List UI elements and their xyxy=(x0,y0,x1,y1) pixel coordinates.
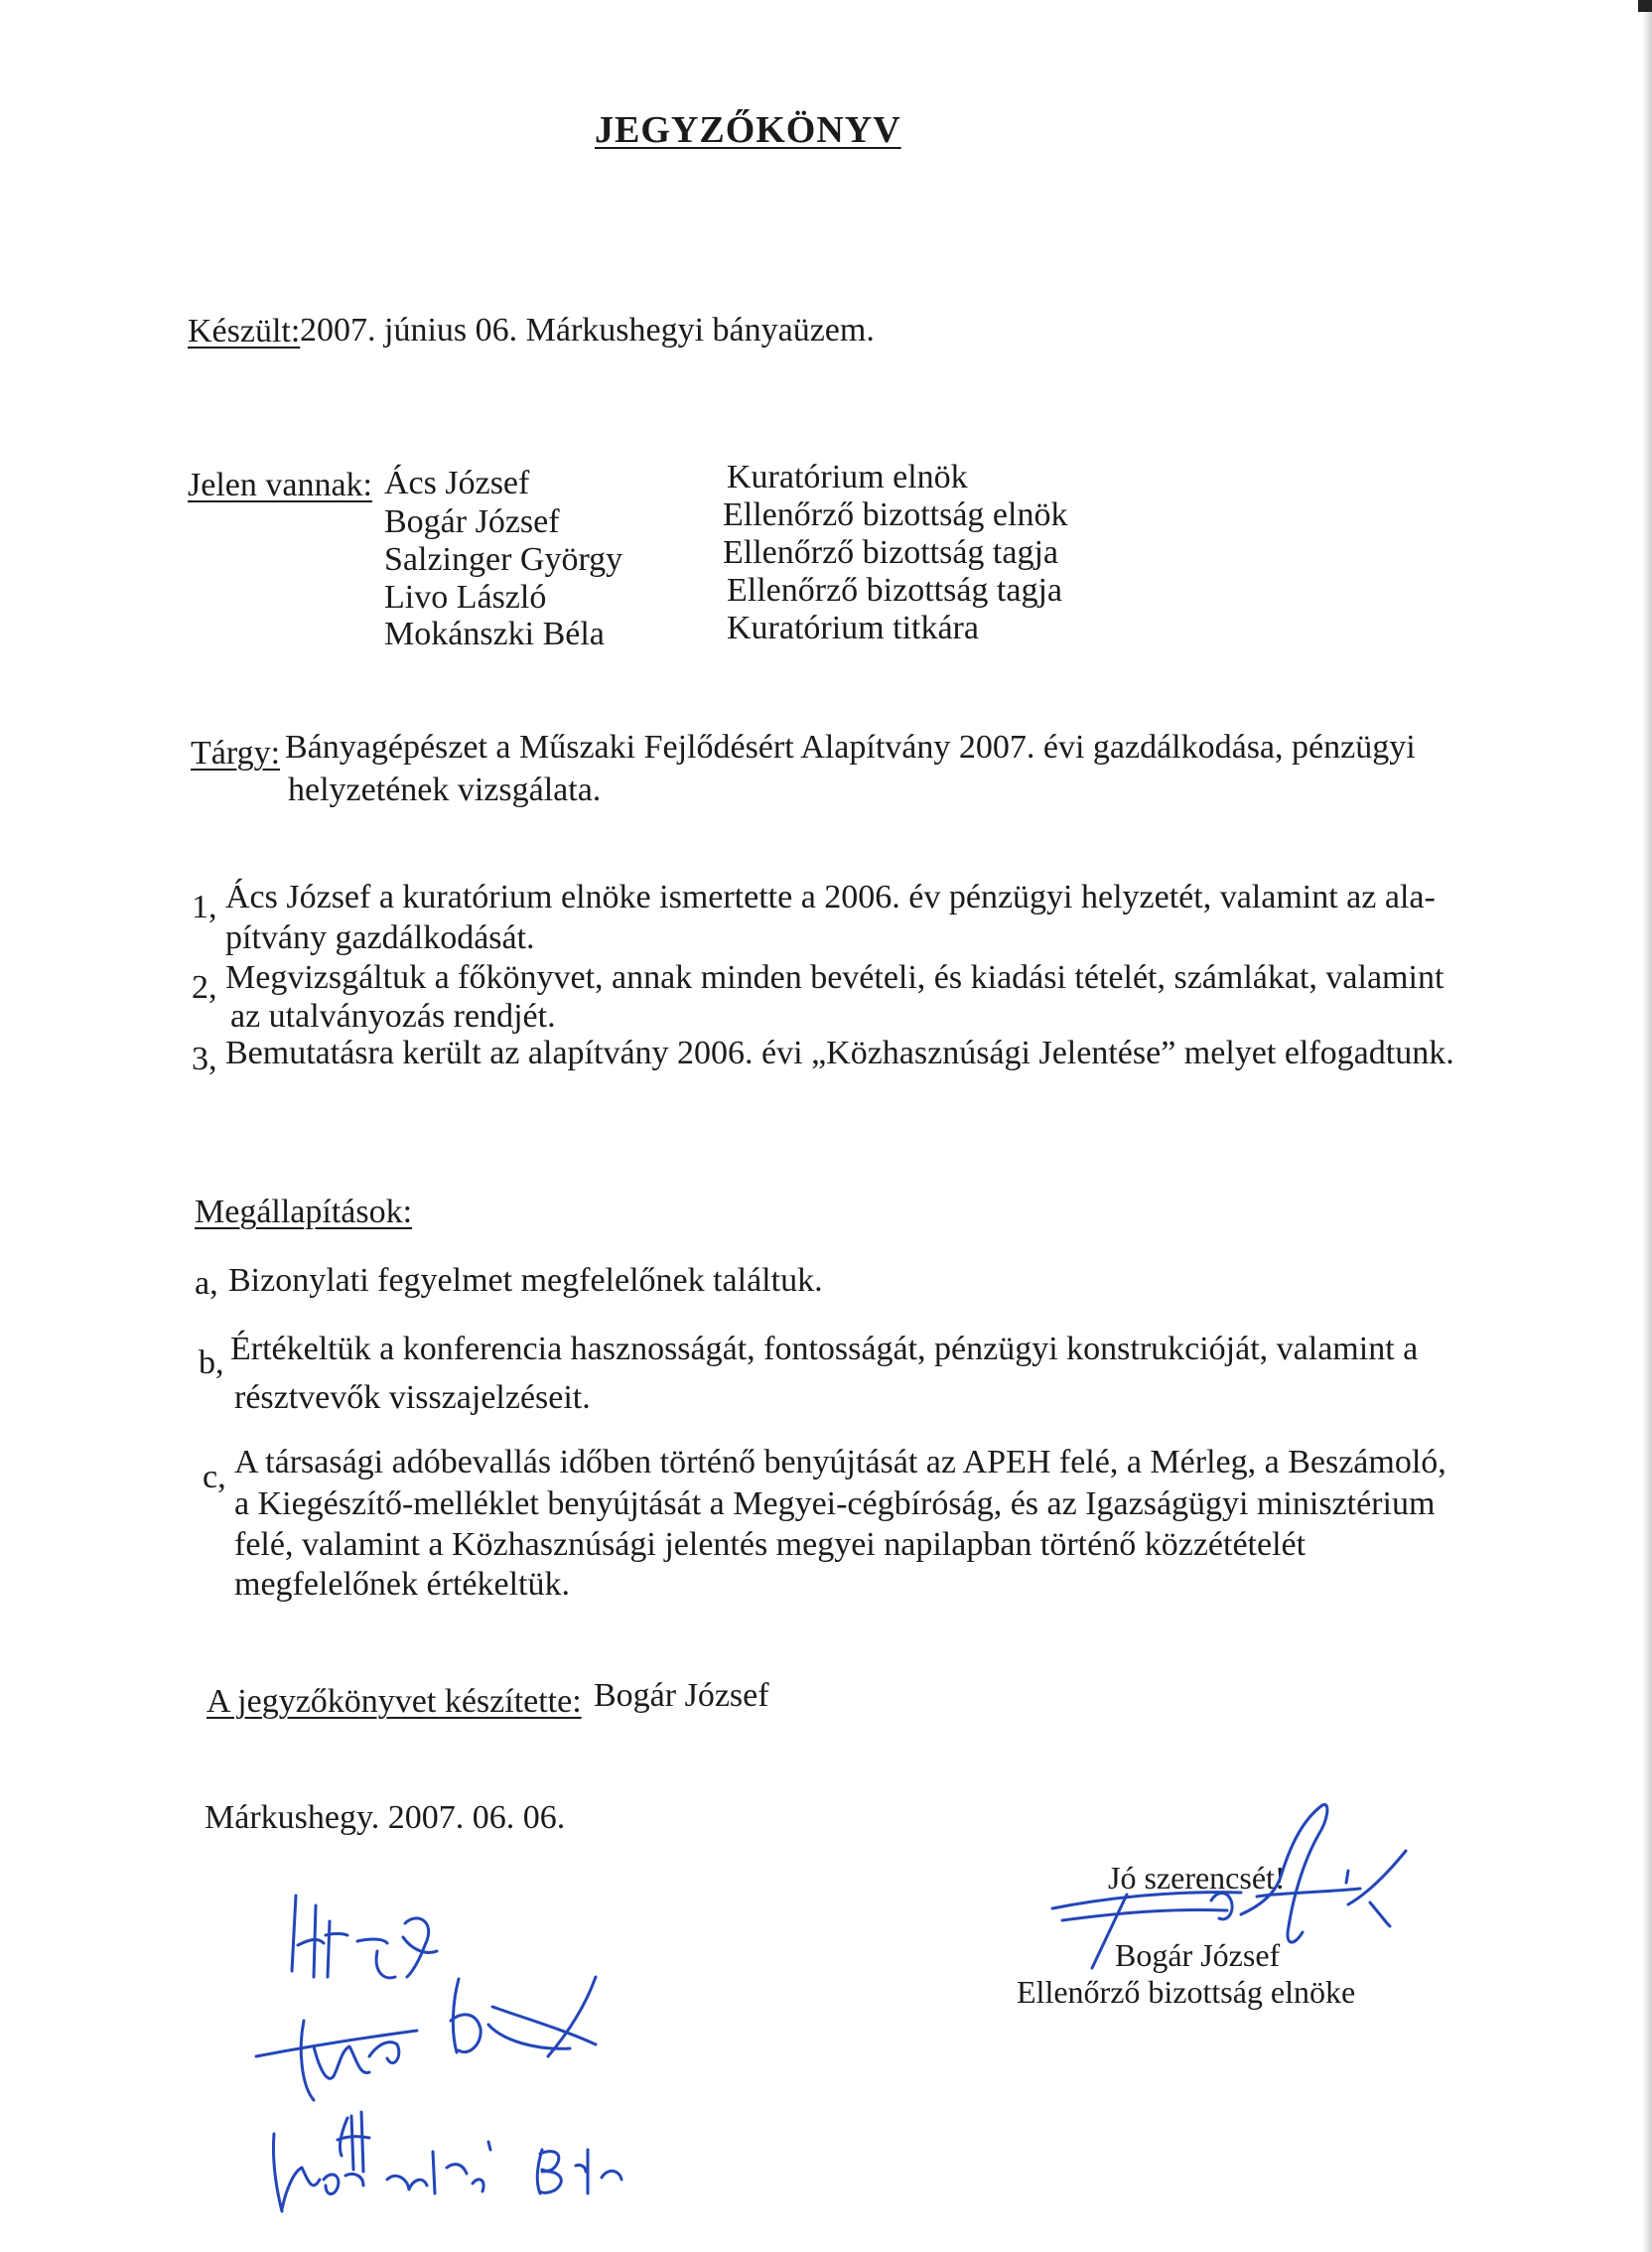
item-marker: 3, xyxy=(192,1041,217,1077)
item-marker: 2, xyxy=(192,969,217,1006)
subject-line: helyzetének vizsgálata. xyxy=(288,772,602,808)
finding-line: Bizonylati fegyelmet megfelelőnek találtuk. xyxy=(228,1262,823,1299)
finding-line: A társasági adóbevallás időben történő benyújtását az APEH felé, a Mérleg, a Beszámoló, xyxy=(234,1444,1446,1480)
place-date: Márkushegy. 2007. 06. 06. xyxy=(205,1799,566,1836)
attendee-name: Salzinger György xyxy=(384,541,623,578)
closing-role: Ellenőrző bizottság elnöke xyxy=(1017,1974,1356,2010)
attendee-role: Ellenőrző bizottság tagja xyxy=(723,534,1058,571)
finding-line: Értékeltük a konferencia hasznosságát, fontosságát, pénzügyi konstrukcióját, valamint a xyxy=(230,1331,1419,1367)
attendee-name: Mokánszki Béla xyxy=(384,616,605,652)
item-line: Bemutatásra került az alapítvány 2006. évi „Közhasznúsági Jelentése” melyet elfogadtunk. xyxy=(225,1035,1454,1071)
closing-name: Bogár József xyxy=(1115,1937,1281,1973)
prepared-label: A jegyzőkönyvet készítette: xyxy=(206,1683,582,1720)
finding-marker: c, xyxy=(203,1459,226,1495)
finding-line: résztvevők visszajelzéseit. xyxy=(234,1379,591,1416)
present-label: Jelen vannak: xyxy=(188,467,372,503)
attendee-role: Kuratórium titkára xyxy=(727,610,979,646)
subject-label: Tárgy: xyxy=(191,735,281,772)
attendee-role: Kuratórium elnök xyxy=(727,459,968,495)
finding-marker: a, xyxy=(195,1265,218,1302)
made-label: Készült: xyxy=(188,313,301,350)
findings-label: Megállapítások: xyxy=(195,1194,413,1230)
attendee-name: Ács József xyxy=(384,465,530,501)
finding-line: a Kiegészítő-melléklet benyújtását a Megyei-cégbíróság, és az Igazságügyi minisztérium xyxy=(234,1485,1436,1522)
attendee-role: Ellenőrző bizottság tagja xyxy=(727,572,1062,609)
item-line: pítvány gazdálkodását. xyxy=(225,919,535,956)
signatures-committee-members xyxy=(238,1882,705,2229)
attendee-role: Ellenőrző bizottság elnök xyxy=(723,496,1068,533)
scan-edge-shadow xyxy=(1642,0,1652,2252)
scan-corner-mark xyxy=(1638,0,1652,12)
subject-line: Bányagépészet a Műszaki Fejlődésért Alapítvány 2007. évi gazdálkodása, pénzügyi xyxy=(285,729,1416,766)
finding-line: felé, valamint a Közhasznúsági jelentés megyei napilapban történő közzétételét xyxy=(234,1526,1307,1563)
made-text: 2007. június 06. Márkushegyi bányaüzem. xyxy=(300,312,875,349)
item-line: az utalványozás rendjét. xyxy=(230,998,556,1035)
finding-line: megfelelőnek értékeltük. xyxy=(234,1566,570,1603)
closing-greeting: Jó szerencsét! xyxy=(1108,1860,1286,1896)
attendee-name: Livo László xyxy=(384,579,547,616)
item-line: Megvizsgáltuk a főkönyvet, annak minden bevételi, és kiadási tételét, számlákat, valamint xyxy=(225,959,1445,996)
attendee-name: Bogár József xyxy=(384,503,560,540)
document-title: JEGYZŐKÖNYV xyxy=(595,109,901,151)
finding-marker: b, xyxy=(199,1344,224,1381)
item-marker: 1, xyxy=(192,889,217,925)
signature-bogar-jozsef xyxy=(1032,1797,1430,1976)
prepared-name: Bogár József xyxy=(594,1677,769,1714)
item-line: Ács József a kuratórium elnöke ismertette a 2006. év pénzügyi helyzetét, valamint az ala- xyxy=(225,879,1436,915)
